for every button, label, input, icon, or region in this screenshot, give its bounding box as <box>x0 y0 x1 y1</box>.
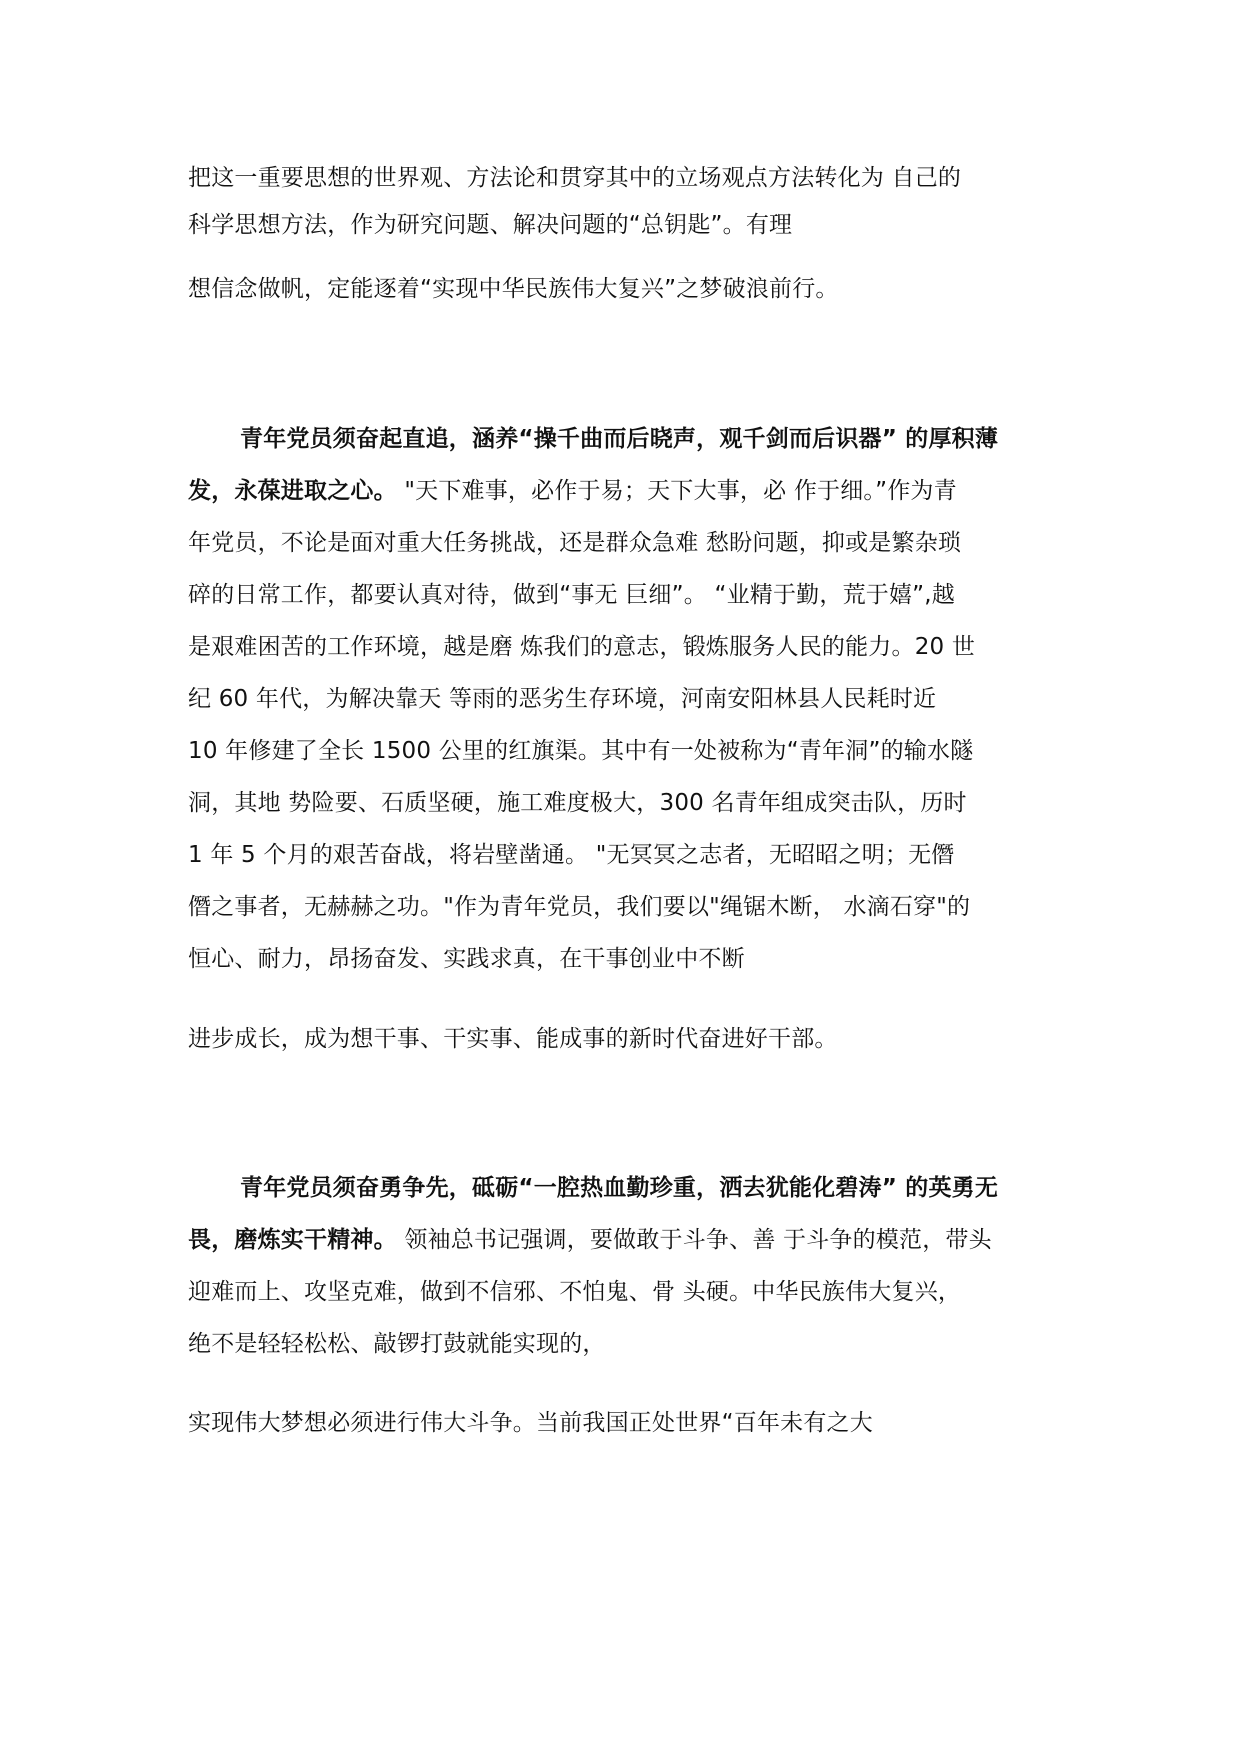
paragraph-2-line-4: 碎的日常工作，都要认真对待，做到“事无 巨细”。 “业精于勤，荒于嬉”,越 <box>188 582 955 608</box>
paragraph-3-line-3: 迎难而上、攻坚克难，做到不信邪、不怕鬼、骨 头硬。中华民族伟大复兴， <box>188 1279 962 1305</box>
paragraph-1-line-1: 把这一重要思想的世界观、方法论和贯穿其中的立场观点方法转化为 自己的 <box>188 165 962 191</box>
paragraph-2-line-5: 是艰难困苦的工作环境，越是磨 炼我们的意志，锻炼服务人民的能力。20 世 <box>188 634 976 660</box>
paragraph-2-line-12: 进步成长，成为想干事、干实事、能成事的新时代奋进好干部。 <box>188 1026 838 1052</box>
paragraph-2-line-6: 纪 60 年代，为解决靠天 等雨的恶劣生存环境，河南安阳林县人民耗时近 <box>188 686 937 712</box>
paragraph-2-heading-line-2: 发，永葆进取之心。 <box>188 478 397 504</box>
paragraph-3-line-4: 绝不是轻轻松松、敲锣打鼓就能实现的， <box>188 1331 606 1357</box>
paragraph-3-line-2 <box>188 1223 992 1257</box>
paragraph-3-heading-line-2: 畏，磨炼实干精神。 <box>188 1227 397 1253</box>
paragraph-1-line-2: 科学思想方法，作为研究问题、解决问题的“总钥匙”。有理 <box>188 212 793 238</box>
paragraph-2-line-2-text: "天下难事，必作于易；天下大事，必 作于细。”作为青 <box>396 478 957 504</box>
paragraph-2-line-8: 洞，其地 势险要、石质坚硬，施工难度极大，300 名青年组成突击队，历时 <box>188 790 967 816</box>
paragraph-2-line-9: 1 年 5 个月的艰苦奋战，将岩壁凿通。 "无冥冥之志者，无昭昭之明；无僭 <box>188 842 955 868</box>
paragraph-2-line-7: 10 年修建了全长 1500 公里的红旗渠。其中有一处被称为“青年洞”的输水隧 <box>188 738 974 764</box>
paragraph-1-line-3: 想信念做帆，定能逐着“实现中华民族伟大复兴”之梦破浪前行。 <box>188 276 839 302</box>
paragraph-2-heading-line-1: 青年党员须奋起直追，涵养“操千曲而后晓声，观千剑而后识器” 的厚积薄 <box>240 426 999 452</box>
paragraph-3-line-2-text: 领袖总书记强调，要做敢于斗争、善 于斗争的模范，带头 <box>396 1227 992 1253</box>
paragraph-2-line-10: 僭之事者，无赫赫之功。"作为青年党员，我们要以"绳锯木断， 水滴石穿"的 <box>188 894 971 920</box>
paragraph-2-line-3: 年党员，不论是面对重大任务挑战，还是群众急难 愁盼问题，抑或是繁杂琐 <box>188 530 962 556</box>
paragraph-2-line-2 <box>188 474 957 508</box>
paragraph-2-line-11: 恒心、耐力，昂扬奋发、实践求真，在干事创业中不断 <box>188 946 745 972</box>
paragraph-3-heading-line-1: 青年党员须奋勇争先，砥砺“一腔热血勤珍重，洒去犹能化碧涛” 的英勇无 <box>240 1175 999 1201</box>
paragraph-3-line-5: 实现伟大梦想必须进行伟大斗争。当前我国正处世界“百年未有之大 <box>188 1410 873 1436</box>
